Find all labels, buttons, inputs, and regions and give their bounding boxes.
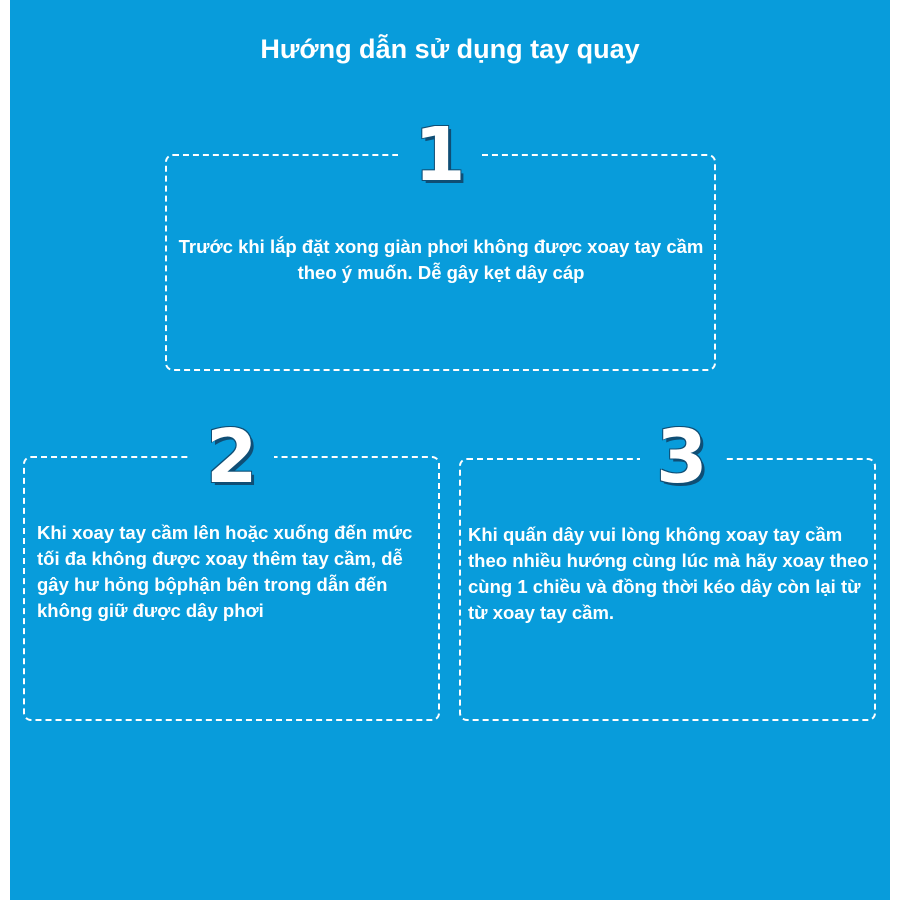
step-3-text: Khi quấn dây vui lòng không xoay tay cầm theo nhiều hướng cùng lúc mà hãy xoay theo cùng 1 chiều và đồng thời kéo dây còn lại từ từ xoay tay cầm.	[468, 524, 869, 623]
page-title: Hướng dẫn sử dụng tay quay	[260, 34, 640, 64]
step-2-number: 2	[190, 420, 274, 494]
step-2-text: Khi xoay tay cầm lên hoặc xuống đến mức tối đa không được xoay thêm tay cầm, dễ gây hư hỏng bộphận bên trong dẫn đến không giữ được dây phơi	[37, 522, 413, 621]
step-3-number: 3	[640, 420, 724, 494]
step-1-text: Trước khi lắp đặt xong giàn phơi không được xoay tay cầm theo ý muốn. Dễ gây kẹt dây cáp	[178, 236, 704, 283]
step-1-number: 1	[398, 118, 482, 192]
